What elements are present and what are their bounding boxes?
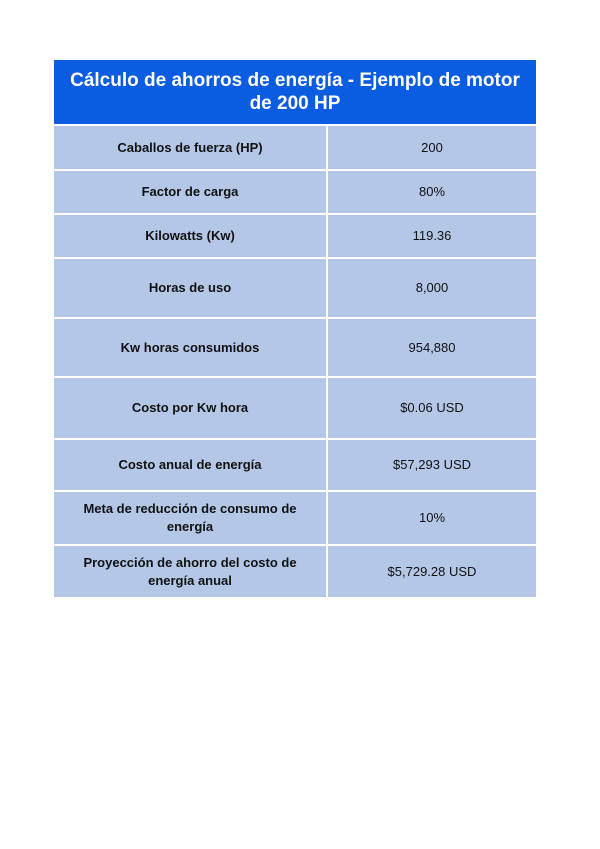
row-label: Proyección de ahorro del costo de energía anual: [54, 546, 328, 597]
row-value: $0.06 USD: [400, 400, 464, 415]
row-label: Costo por Kw hora: [54, 378, 328, 438]
row-value: 200: [421, 139, 443, 155]
row-label: Meta de reducción de consumo de energía: [54, 492, 328, 544]
energy-savings-table: [54, 60, 536, 597]
table-row: [54, 376, 536, 438]
row-label: Caballos de fuerza (HP): [54, 126, 328, 169]
row-value: 80%: [418, 184, 446, 199]
row-value: 10%: [418, 510, 446, 525]
row-label: Costo anual de energía: [54, 440, 328, 490]
row-value: $57,293 USD: [392, 457, 472, 472]
table-row: [54, 490, 536, 544]
table-row: [54, 317, 536, 376]
table-row: [54, 124, 536, 169]
row-value: 119.36: [412, 228, 452, 243]
table-row: [54, 438, 536, 490]
table-row: [54, 544, 536, 597]
table-row: [54, 213, 536, 257]
table-row: [54, 169, 536, 213]
row-label: Horas de uso: [54, 259, 328, 317]
row-label: Kw horas consumidos: [54, 319, 328, 376]
row-label: Kilowatts (Kw): [54, 215, 328, 257]
row-value: $5,729.28 USD: [387, 563, 477, 579]
row-label: Factor de carga: [54, 171, 328, 213]
table-title: Cálculo de ahorros de energía - Ejemplo de motor de 200 HP: [54, 60, 536, 124]
row-value: 954,880: [408, 339, 456, 355]
row-value: 8,000: [415, 280, 449, 295]
table-row: [54, 257, 536, 317]
